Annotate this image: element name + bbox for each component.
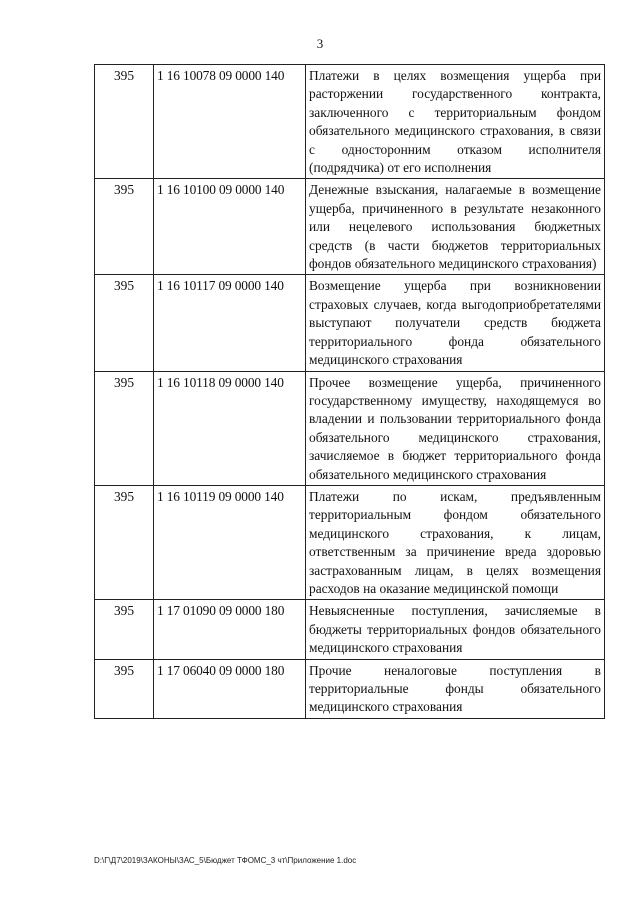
- file-path-footer: D:\Г\Д7\2019\ЗАКОНЫ\ЗАС_5\Бюджет ТФОМС_3 чт\Приложение 1.doc: [94, 856, 357, 865]
- budget-code-cell: 1 16 10078 09 0000 140: [154, 65, 306, 179]
- table-row: [95, 275, 605, 371]
- table-row: [95, 371, 605, 485]
- budget-code-cell: 1 16 10100 09 0000 140: [154, 179, 306, 275]
- description-cell: Прочее возмещение ущерба, причиненного государственному имуществу, находящемуся во владении и пользовании территориального фонда обязательного медицинского страхования, зачисляемое в бюджет территориального фонда обязательного медицинского страхования: [306, 371, 605, 485]
- table-row: [95, 485, 605, 599]
- description-cell: Невыясненные поступления, зачисляемые в бюджеты территориальных фондов обязательного медицинского страхования: [306, 600, 605, 659]
- description-cell: Платежи в целях возмещения ущерба при расторжении государственного контракта, заключенного с территориальным фондом обязательного медицинского страхования, в связи с односторонним отказом исполнителя (подрядчика) от его исполнения: [306, 65, 605, 179]
- description-cell: Возмещение ущерба при возникновении страховых случаев, когда выгодоприобретателями выступают получатели средств бюджета территориального фонда обязательного медицинского страхования: [306, 275, 605, 371]
- budget-code-cell: 1 17 06040 09 0000 180: [154, 659, 306, 718]
- description-cell: Платежи по искам, предъявленным территориальным фондом обязательного медицинского страхования, к лицам, ответственным за причинение вреда здоровью застрахованным лицам, в целях возмещения расходов на оказание медицинской помощи: [306, 485, 605, 599]
- budget-code-cell: 1 16 10118 09 0000 140: [154, 371, 306, 485]
- page-number: 3: [316, 36, 324, 51]
- description-cell: Денежные взыскания, налагаемые в возмещение ущерба, причиненного в результате незаконного или нецелевого использования бюджетных средств (в части бюджетов территориальных фондов обязательного медицинского страхования): [306, 179, 605, 275]
- admin-code-cell: 395: [95, 485, 154, 599]
- admin-code-cell: 395: [95, 371, 154, 485]
- budget-classification-table: [94, 64, 605, 719]
- admin-code-cell: 395: [95, 600, 154, 659]
- table-row: [95, 659, 605, 718]
- budget-code-cell: 1 16 10117 09 0000 140: [154, 275, 306, 371]
- admin-code-cell: 395: [95, 65, 154, 179]
- table-body: [95, 65, 605, 719]
- budget-code-cell: 1 16 10119 09 0000 140: [154, 485, 306, 599]
- admin-code-cell: 395: [95, 275, 154, 371]
- description-cell: Прочие неналоговые поступления в территориальные фонды обязательного медицинского страхования: [306, 659, 605, 718]
- admin-code-cell: 395: [95, 659, 154, 718]
- admin-code-cell: 395: [95, 179, 154, 275]
- table-row: [95, 600, 605, 659]
- table-row: [95, 179, 605, 275]
- budget-code-cell: 1 17 01090 09 0000 180: [154, 600, 306, 659]
- table-row: [95, 65, 605, 179]
